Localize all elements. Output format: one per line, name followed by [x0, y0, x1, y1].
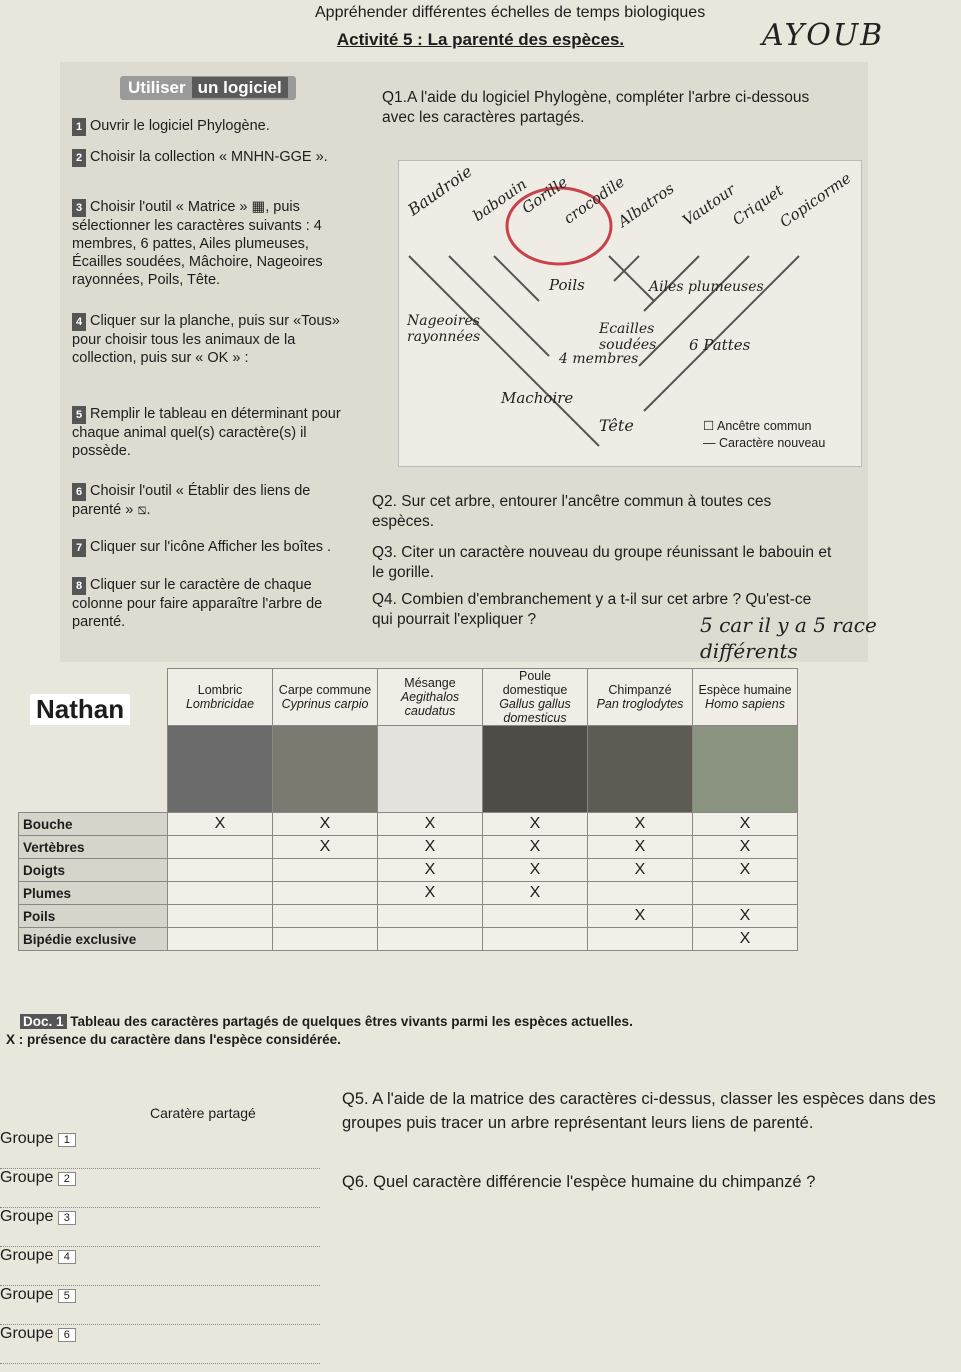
- handwritten-name: AYOUB: [762, 18, 885, 53]
- table-row: Poils X X: [19, 905, 798, 928]
- tree-legend: ☐ Ancêtre commun — Caractère nouveau: [703, 419, 826, 450]
- q4-answer: 5 car il y a 5 race différents: [700, 613, 877, 663]
- group-row: Groupe 1: [0, 1130, 320, 1169]
- group-row: Groupe 2: [0, 1169, 320, 1208]
- step-6: 6 Choisir l'outil « Établir des liens de parenté » ⧅.: [72, 483, 311, 518]
- step-2: 2 Choisir la collection « MNHN-GGE ».: [72, 148, 342, 167]
- tree-char-ecailles: Ecailles soudées: [599, 321, 657, 353]
- step-8: 8 Cliquer sur le caractère de chaque colonne pour faire apparaître l'arbre de parenté.: [72, 577, 323, 630]
- table-row: Plumes X X: [19, 882, 798, 905]
- table-row: Vertèbres X X X X X: [19, 836, 798, 859]
- new-character-line-icon: —: [703, 436, 716, 450]
- groups-list: [0, 1130, 320, 1364]
- col-header: Chimpanzé Pan troglodytes: [588, 669, 693, 726]
- question-6: Q6. Quel caractère différencie l'espèce humaine du chimpanzé ?: [342, 1173, 816, 1191]
- table-caption: Doc. 1 Tableau des caractères partagés de quelques êtres vivants parmi les espèces actuelles.: [20, 1014, 633, 1029]
- col-header: Carpe commune Cyprinus carpio: [273, 669, 378, 726]
- group-row: Groupe 5: [0, 1286, 320, 1325]
- tree-species-5: Vautour: [679, 180, 739, 230]
- group-row: Groupe 3: [0, 1208, 320, 1247]
- col-header: Espèce humaine Homo sapiens: [693, 669, 798, 726]
- tree-branch: [494, 256, 539, 301]
- col-header: Poule domestique Gallus gallus domesticus: [483, 669, 588, 726]
- question-4: Q4. Combien d'embranchement y a t-il sur cet arbre ? Qu'est-ce qui pourrait l'expliquer ?: [372, 591, 812, 628]
- col-header: Mésange Aegithalos caudatus: [378, 669, 483, 726]
- tree-branch: [614, 256, 639, 281]
- question-3: Q3. Citer un caractère nouveau du groupe réunissant le babouin et le gorille.: [372, 544, 832, 581]
- tree-species-7: Copicorme: [776, 168, 855, 232]
- tree-species-6: Criquet: [729, 181, 787, 229]
- image-carpe: [273, 726, 378, 813]
- tree-species-2: Gorille: [518, 172, 571, 218]
- step-4: 4 Cliquer sur la planche, puis sur «Tous» pour choisir tous les animaux de la collection, puis sur « OK » :: [72, 313, 340, 366]
- image-mesange: [378, 726, 483, 813]
- tree-species-3: crocodile: [560, 172, 628, 228]
- tree-char-poils: Poils: [549, 276, 585, 294]
- tree-char-ailes: Ailes plumeuses: [649, 279, 764, 295]
- ancestor-box-icon: ☐: [703, 419, 715, 433]
- tree-species-1: babouin: [469, 175, 530, 225]
- image-chimpanze: [588, 726, 693, 813]
- step-7: 7 Cliquer sur l'icône Afficher les boîtes .: [72, 538, 362, 557]
- question-5: Q5. A l'aide de la matrice des caractères ci-dessus, classer les espèces dans des groupes puis tracer un arbre représentant leurs liens de parenté.: [342, 1090, 936, 1132]
- step-5: 5 Remplir le tableau en déterminant pour chaque animal quel(s) caractère(s) il possède.: [72, 406, 341, 459]
- step-3: 3 Choisir l'outil « Matrice » ▦, puis sélectionner les caractères suivants : 4 membres, 6 pattes, Ailes plumeuses, Écailles soudées, Mâchoire, Nageoires rayonnées, Poils, Tête.: [72, 199, 323, 288]
- image-lombric: [168, 726, 273, 813]
- characters-table: [18, 668, 798, 951]
- group-row: Groupe 4: [0, 1247, 320, 1286]
- header-text: Appréhender différentes échelles de temps biologiques: [315, 4, 706, 21]
- tree-char-tete: Tête: [599, 416, 634, 435]
- image-humain: [693, 726, 798, 813]
- table-row: Doigts X X X X: [19, 859, 798, 882]
- groups-header: Caratère partagé: [150, 1105, 256, 1121]
- activity-title: Activité 5 : La parenté des espèces.: [336, 30, 625, 49]
- question-1: Q1.A l'aide du logiciel Phylogène, compléter l'arbre ci-dessous avec les caractères partagés.: [382, 89, 810, 126]
- col-header: Lombric Lombricidae: [168, 669, 273, 726]
- table-row: Bouche X X X X X X: [19, 813, 798, 836]
- tree-char-6pattes: 6 Pattes: [689, 336, 751, 354]
- table-legend: X : présence du caractère dans l'espèce considérée.: [6, 1032, 341, 1047]
- question-2: Q2. Sur cet arbre, entourer l'ancêtre commun à toutes ces espèces.: [372, 493, 772, 530]
- tree-char-machoire: Machoire: [501, 389, 574, 407]
- tree-char-4membres: 4 membres: [559, 351, 639, 367]
- utiliser-badge: Utiliser un logiciel: [120, 76, 296, 100]
- student-label: Nathan: [30, 694, 130, 725]
- image-poule: [483, 726, 588, 813]
- step-1: 1 Ouvrir le logiciel Phylogène.: [72, 117, 362, 136]
- tree-species-4: Albatros: [614, 179, 678, 231]
- table-row: Bipédie exclusive X: [19, 928, 798, 951]
- tree-char-nageoires: Nageoires rayonnées: [407, 313, 481, 345]
- tree-species-0: Baudroie: [404, 161, 476, 220]
- group-row: Groupe 6: [0, 1325, 320, 1364]
